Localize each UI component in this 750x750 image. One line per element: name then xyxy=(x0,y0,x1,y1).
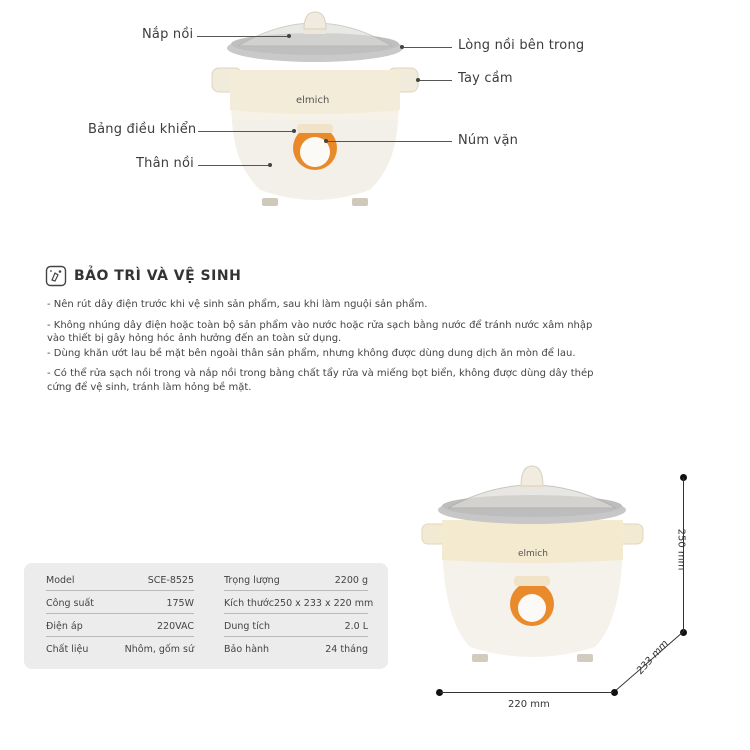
spec-value: 2.0 L xyxy=(344,621,368,632)
spec-divider xyxy=(46,636,194,637)
spec-table xyxy=(24,563,388,669)
label-body: Thân nồi xyxy=(136,156,194,171)
leader-inner-pot xyxy=(402,47,452,48)
maintenance-title: BẢO TRÌ VÀ VỆ SINH xyxy=(74,268,242,284)
spec-label: Model xyxy=(46,575,75,586)
spec-value: 250 x 233 x 220 mm xyxy=(274,598,374,609)
spec-value: SCE-8525 xyxy=(147,575,194,586)
spec-value: 220VAC xyxy=(157,621,194,632)
leader-knob xyxy=(326,141,452,142)
label-inner-pot: Lòng nồi bên trong xyxy=(458,38,585,53)
spec-label: Bảo hành xyxy=(224,644,270,655)
label-lid: Nắp nồi xyxy=(142,27,194,42)
brand-logo xyxy=(296,95,329,106)
leader-dot xyxy=(292,129,296,133)
maintenance-item: - Nên rút dây điện trước khi vệ sinh sản phẩm, sau khi làm nguội sản phẩm. xyxy=(47,299,428,310)
spec-label: Kích thước xyxy=(224,598,274,609)
cleaning-icon xyxy=(45,265,67,287)
spec-label: Điện áp xyxy=(46,621,83,632)
spec-label: Dung tích xyxy=(224,621,271,632)
maintenance-item: vào thiết bị gây hỏng hóc ảnh hưởng đến an toàn sử dụng. xyxy=(47,333,342,344)
spec-label: Chất liệu xyxy=(46,644,89,655)
brand-logo xyxy=(518,549,548,559)
width-line xyxy=(440,692,613,693)
maintenance-item: cứng để vệ sinh, tránh làm hỏng bề mặt. xyxy=(47,382,252,393)
leader-dot xyxy=(324,139,328,143)
spec-value: Nhôm, gốm sứ xyxy=(124,644,194,655)
maintenance-item: - Có thể rửa sạch nồi trong và nắp nồi trong bằng chất tẩy rửa và miếng bọt biển, không được dùng dây thép xyxy=(47,368,594,379)
slow-cooker-image xyxy=(200,10,430,215)
leader-control-panel xyxy=(198,131,294,132)
leader-body xyxy=(198,165,270,166)
leader-handle xyxy=(418,80,452,81)
label-control-panel: Bảng điều khiển xyxy=(88,122,197,137)
spec-label: Trọng lượng xyxy=(224,575,280,586)
spec-value: 24 tháng xyxy=(325,644,368,655)
spec-label: Công suất xyxy=(46,598,95,609)
leader-dot xyxy=(268,163,272,167)
spec-divider xyxy=(46,613,194,614)
spec-divider xyxy=(46,590,194,591)
maintenance-item: - Không nhúng dây điện hoặc toàn bộ sản phẩm vào nước hoặc rửa sạch bằng nước để tránh nước xâm nhập xyxy=(47,320,593,331)
spec-divider xyxy=(224,590,368,591)
label-handle: Tay cầm xyxy=(458,71,513,86)
brand-text: elmich xyxy=(518,549,548,559)
label-knob: Núm vặn xyxy=(458,133,519,148)
spec-divider xyxy=(224,613,368,614)
height-label: 250 mm xyxy=(675,528,687,571)
leader-lid xyxy=(197,36,289,37)
leader-dot xyxy=(287,34,291,38)
spec-value: 2200 g xyxy=(334,575,368,586)
depth-label: 233 mm xyxy=(634,638,671,677)
maintenance-item: - Dùng khăn ướt lau bề mặt bên ngoài thân sản phẩm, nhưng không được dùng dung dịch ăn mòn để lau. xyxy=(47,348,576,359)
leader-dot xyxy=(400,45,404,49)
spec-divider xyxy=(224,636,368,637)
spec-value: 175W xyxy=(166,598,194,609)
width-label: 220 mm xyxy=(508,699,550,710)
brand-text: elmich xyxy=(296,95,330,106)
leader-dot xyxy=(416,78,420,82)
